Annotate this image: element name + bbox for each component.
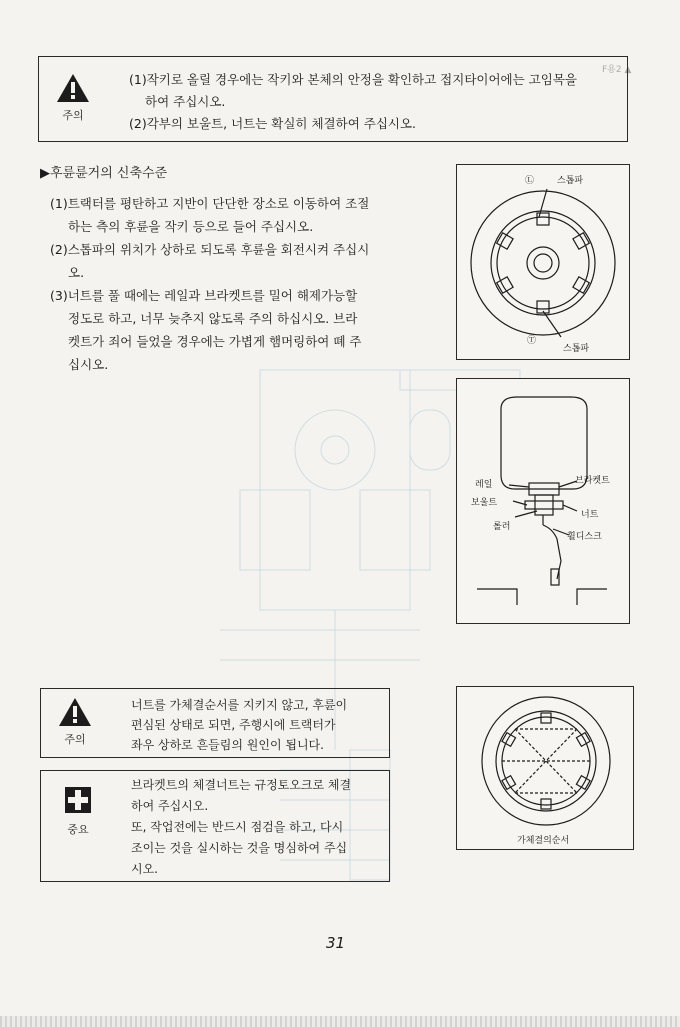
important-cross-icon	[63, 787, 93, 837]
procedure-steps	[50, 192, 392, 376]
warning-label: 주의	[62, 109, 84, 122]
step-2-cont: 오.	[68, 265, 85, 280]
important-box	[40, 770, 390, 882]
top-mark: Ⓛ	[525, 176, 535, 186]
warning-mid-text	[131, 695, 385, 755]
warning-mid-line-3: 좌우 상하로 흔들림의 원인이 됩니다.	[131, 738, 324, 752]
wheel-stoppers-drawing	[457, 165, 631, 361]
bracket-label: 브라켓트	[575, 476, 610, 486]
warning-line-1: (1)작키로 올릴 경우에는 작키와 본체의 안정을 확인하고 접지타이어에는 고임목을	[129, 72, 577, 87]
warning-box-top	[38, 56, 628, 142]
important-line-3: 또, 작업전에는 반드시 점검을 하고, 다시	[131, 820, 344, 834]
corner-mark: F용2 ▲	[602, 65, 632, 75]
step-3: (3)너트를 풀 때에는 레일과 브라켓트를 밀어 해제가능할	[50, 288, 358, 303]
step-3-cont-3: 십시오.	[68, 357, 109, 372]
warning-text	[129, 69, 619, 135]
important-line-5: 시오.	[131, 862, 158, 876]
important-line-4: 조이는 것을 실시하는 것을 명심하여 주십	[131, 841, 348, 855]
important-label: 중요	[67, 823, 89, 836]
figure-tightening-order	[456, 686, 634, 850]
warning-triangle-icon	[55, 697, 95, 757]
warning-mid-line-1: 너트를 가체결순서를 지키지 않고, 후륜이	[131, 698, 348, 712]
warning-line-1-cont: 하여 주십시오.	[145, 94, 226, 109]
section-title: ▶후륜륜거의 신축수준	[40, 166, 168, 181]
tightening-order-drawing	[457, 687, 635, 851]
important-line-2: 하여 주십시오.	[131, 799, 209, 813]
bolt-label: 보울트	[471, 498, 498, 508]
bottom-mark: Ⓣ	[527, 336, 537, 346]
step-1: (1)트랙터를 평탄하고 지반이 단단한 장소로 이동하여 조절	[50, 196, 370, 211]
warning-label: 주의	[64, 733, 86, 746]
important-line-1: 브라켓트의 체결너트는 규정토오크로 체결	[131, 778, 352, 792]
warning-line-2: (2)각부의 보울트, 너트는 확실히 체결하여 주십시오.	[129, 116, 417, 131]
important-text	[131, 775, 385, 880]
step-3-cont-2: 켓트가 죄어 들었을 경우에는 가볍게 햄머링하여 뗴 주	[68, 334, 362, 349]
scan-edge	[0, 1016, 680, 1027]
tightening-caption: 가체결의순서	[517, 836, 570, 846]
figure-wheel-stoppers	[456, 164, 630, 360]
page-number: 31	[326, 934, 346, 952]
warning-box-middle	[40, 688, 390, 758]
warning-triangle-icon	[53, 73, 93, 133]
warning-mid-line-2: 편심된 상태로 되면, 주행시에 트랙터가	[131, 718, 336, 732]
step-3-cont-1: 정도로 하고, 너무 늦추지 않도록 주의 하십시오. 브라	[68, 311, 358, 326]
wheel-disc-label: 휠디스크	[567, 532, 602, 542]
nut-label: 너트	[581, 510, 599, 520]
stopper-label-bottom: 스톱파	[563, 344, 590, 354]
roller-label: 롤러	[493, 522, 511, 532]
rail-label: 레일	[475, 480, 493, 490]
figure-rail-bracket	[456, 378, 630, 624]
step-2: (2)스톱파의 위치가 상하로 되도록 후륜을 회전시켜 주십시	[50, 242, 370, 257]
stopper-label-top: 스톱파	[557, 176, 584, 186]
step-1-cont: 하는 측의 후륜을 작키 등으로 들어 주십시오.	[68, 219, 314, 234]
